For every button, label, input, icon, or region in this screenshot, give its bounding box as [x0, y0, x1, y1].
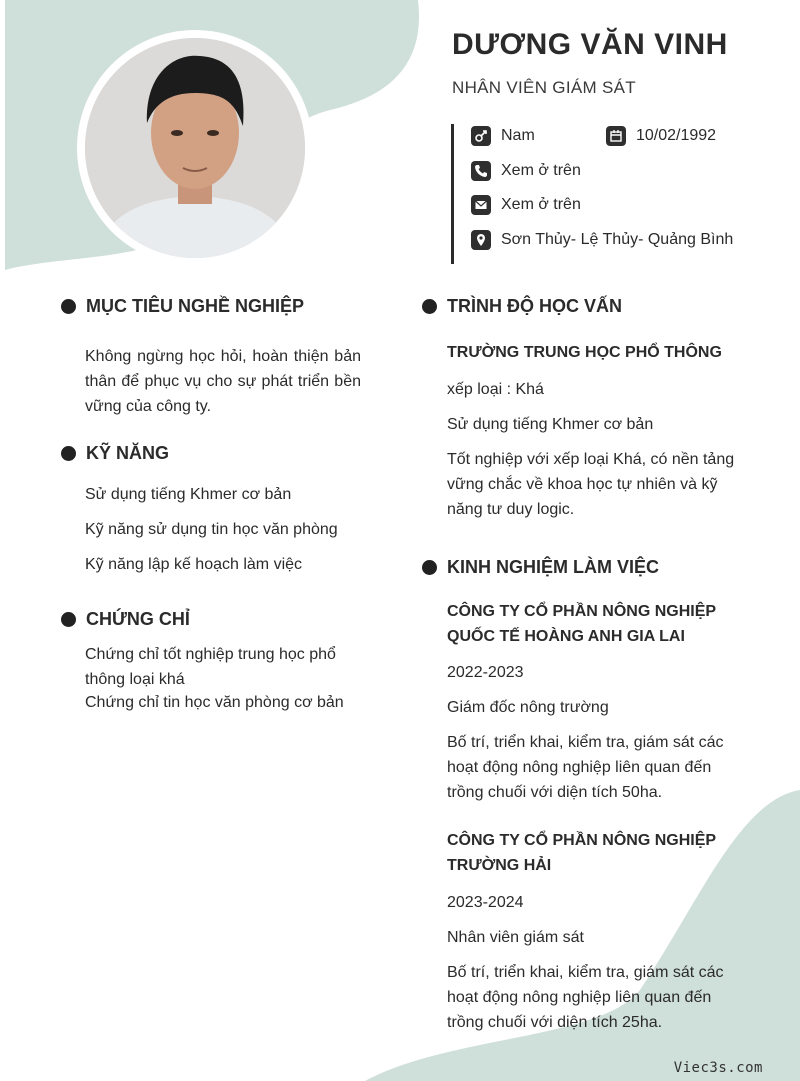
career-goal-text: Không ngừng học hỏi, hoàn thiện bản thân để phục vụ cho sự phát triển bền vững của công ty. — [85, 348, 361, 415]
email-value: Xem ở trên — [501, 196, 581, 213]
candidate-job-title: NHÂN VIÊN GIÁM SÁT — [452, 78, 636, 97]
section-experience-title: KINH NGHIỆM LÀM VIỆC — [422, 557, 659, 578]
address-value: Sơn Thủy- Lệ Thủy- Quảng Bình — [501, 231, 734, 248]
contact-divider — [451, 124, 454, 264]
section-certificates-title: CHỨNG CHỈ — [61, 609, 190, 630]
section-skills-title: KỸ NĂNG — [61, 443, 169, 464]
education-school: TRƯỜNG TRUNG HỌC PHỔ THÔNG — [447, 344, 722, 361]
candidate-name: DƯƠNG VĂN VINH — [452, 28, 728, 61]
contact-birthday — [606, 126, 716, 146]
education-rank: xếp loại : Khá — [447, 381, 544, 398]
section-career-goal-title: MỤC TIÊU NGHỀ NGHIỆP — [61, 296, 304, 317]
skill-item: Sử dụng tiếng Khmer cơ bản — [85, 486, 292, 503]
education-language: Sử dụng tiếng Khmer cơ bản — [447, 416, 654, 433]
contact-phone — [471, 161, 581, 181]
contact-address — [471, 230, 733, 250]
job-company: CÔNG TY CỔ PHẦN NÔNG NGHIỆP QUỐC TẾ HOÀNG ANH GIA LAI — [447, 603, 716, 645]
bullet-dot — [61, 446, 76, 461]
job-description: Bố trí, triển khai, kiểm tra, giám sát các hoạt động nông nghiệp liên quan đến trồng chuối với diện tích 50ha. — [447, 734, 724, 801]
watermark-text: Viec3s.com — [673, 1060, 763, 1076]
mail-icon — [471, 195, 491, 215]
bullet-dot — [61, 612, 76, 627]
profile-photo — [85, 38, 305, 258]
education-description: Tốt nghiệp với xếp loại Khá, có nền tảng vững chắc về khoa học tự nhiên và kỹ năng tư duy logic. — [447, 451, 735, 518]
location-pin-icon — [471, 230, 491, 250]
skill-item: Kỹ năng sử dụng tin học văn phòng — [85, 521, 338, 538]
gender-value: Nam — [501, 127, 535, 144]
phone-icon — [471, 161, 491, 181]
gender-icon — [471, 126, 491, 146]
certificate-item: Chứng chỉ tin học văn phòng cơ bản — [85, 694, 344, 711]
job-company: CÔNG TY CỔ PHẦN NÔNG NGHIỆP TRƯỜNG HẢI — [447, 832, 716, 874]
job-period: 2023-2024 — [447, 894, 524, 911]
profile-photo-frame — [77, 30, 313, 266]
skill-item: Kỹ năng lập kế hoạch làm việc — [85, 556, 303, 573]
certificate-item: Chứng chỉ tốt nghiệp trung học phổ thông loại khá — [85, 646, 336, 688]
bullet-dot — [422, 560, 437, 575]
contact-email — [471, 195, 581, 215]
job-description: Bố trí, triển khai, kiểm tra, giám sát các hoạt động nông nghiệp liên quan đến trồng chuối với diện tích 25ha. — [447, 964, 724, 1031]
section-education-title: TRÌNH ĐỘ HỌC VẤN — [422, 296, 622, 317]
job-position: Giám đốc nông trường — [447, 699, 609, 716]
contact-gender — [471, 126, 535, 146]
job-position: Nhân viên giám sát — [447, 929, 584, 946]
job-period: 2022-2023 — [447, 664, 524, 681]
calendar-icon — [606, 126, 626, 146]
birthday-value: 10/02/1992 — [636, 127, 717, 144]
phone-value: Xem ở trên — [501, 162, 581, 179]
bullet-dot — [422, 299, 437, 314]
bullet-dot — [61, 299, 76, 314]
